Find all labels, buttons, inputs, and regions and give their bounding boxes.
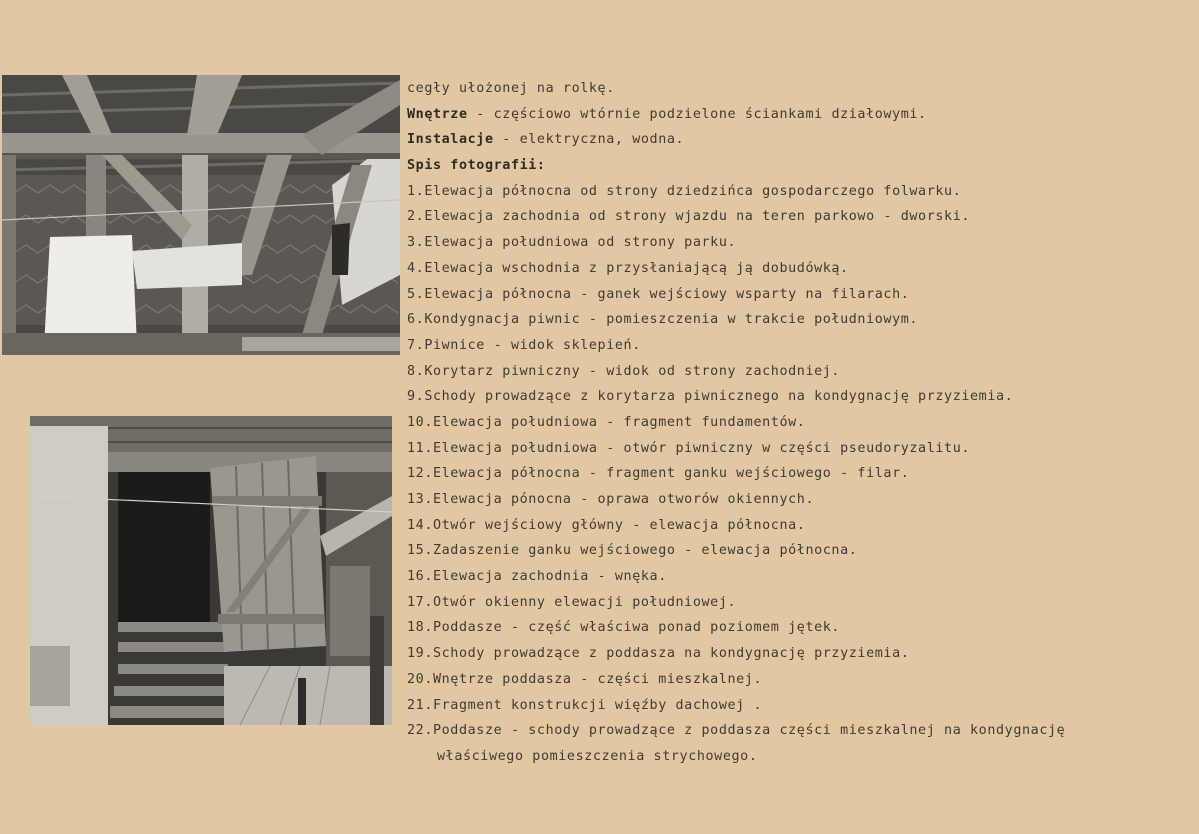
list-item: 7.Piwnice - widok sklepień.	[407, 337, 641, 353]
list-item: 15.Zadaszenie ganku wejściowego - elewacja północna.	[407, 543, 858, 559]
list-item: 8.Korytarz piwniczny - widok od strony zachodniej.	[407, 363, 841, 379]
list-item: 20.Wnętrze poddasza - części mieszkalnej.	[407, 671, 763, 687]
attic-roof-image	[2, 75, 400, 355]
list-item: 22.Poddasze - schody prowadzące z poddasza części mieszkalnej na kondygnację	[407, 723, 1066, 739]
photo-list-heading-text: Spis fotografii:	[407, 158, 546, 174]
text-line-interior	[407, 102, 1197, 128]
interior-label: Wnętrze	[407, 106, 468, 122]
list-item: 6.Kondygnacja piwnic - pomieszczenia w trakcie południowym.	[407, 312, 919, 328]
list-item: 14.Otwór wejściowy główny - elewacja północna.	[407, 517, 806, 533]
list-item: 9.Schody prowadzące z korytarza piwnicznego na kondygnację przyziemia.	[407, 389, 1014, 405]
photo-list-heading	[407, 153, 1197, 179]
installations-text: - elektryczna, wodna.	[493, 132, 685, 148]
list-item: 21.Fragment konstrukcji więźby dachowej .	[407, 697, 763, 713]
list-item: 10.Elewacja południowa - fragment fundamentów.	[407, 414, 806, 430]
text-line-brick: cegły ułożonej na rolkę.	[407, 81, 615, 96]
text-line-installations	[407, 127, 1197, 153]
staircase-door-photo	[30, 416, 392, 725]
staircase-door-image	[30, 416, 392, 725]
photo-list	[407, 179, 1197, 770]
list-item: 1.Elewacja północna od strony dziedzińca gospodarczego folwarku.	[407, 183, 962, 199]
list-item: 11.Elewacja południowa - otwór piwniczny w części pseudoryzalitu.	[407, 440, 971, 456]
list-item: 12.Elewacja północna - fragment ganku wejściowego - filar.	[407, 466, 910, 482]
list-item: 16.Elewacja zachodnia - wnęka.	[407, 569, 667, 585]
attic-roof-photo	[2, 75, 400, 355]
list-item: 3.Elewacja południowa od strony parku.	[407, 235, 737, 251]
list-item: 5.Elewacja północna - ganek wejściowy wsparty na filarach.	[407, 286, 910, 302]
list-item-continuation: właściwego pomieszczenia strychowego.	[437, 748, 758, 764]
list-item: 19.Schody prowadzące z poddasza na kondygnację przyziemia.	[407, 646, 910, 662]
list-item: 2.Elewacja zachodnia od strony wjazdu na teren parkowo - dworski.	[407, 209, 971, 225]
list-item: 4.Elewacja wschodnia z przysłaniającą ją dobudówką.	[407, 260, 849, 276]
installations-label: Instalacje	[407, 132, 494, 148]
typed-text-block	[407, 76, 1197, 770]
list-item: 13.Elewacja pónocna - oprawa otworów okiennych.	[407, 492, 815, 507]
list-item: 18.Poddasze - część właściwa ponad poziomem jętek.	[407, 620, 841, 636]
interior-text: - częściowo wtórnie podzielone ściankami działowymi.	[467, 106, 927, 122]
list-item: 17.Otwór okienny elewacji południowej.	[407, 594, 737, 610]
